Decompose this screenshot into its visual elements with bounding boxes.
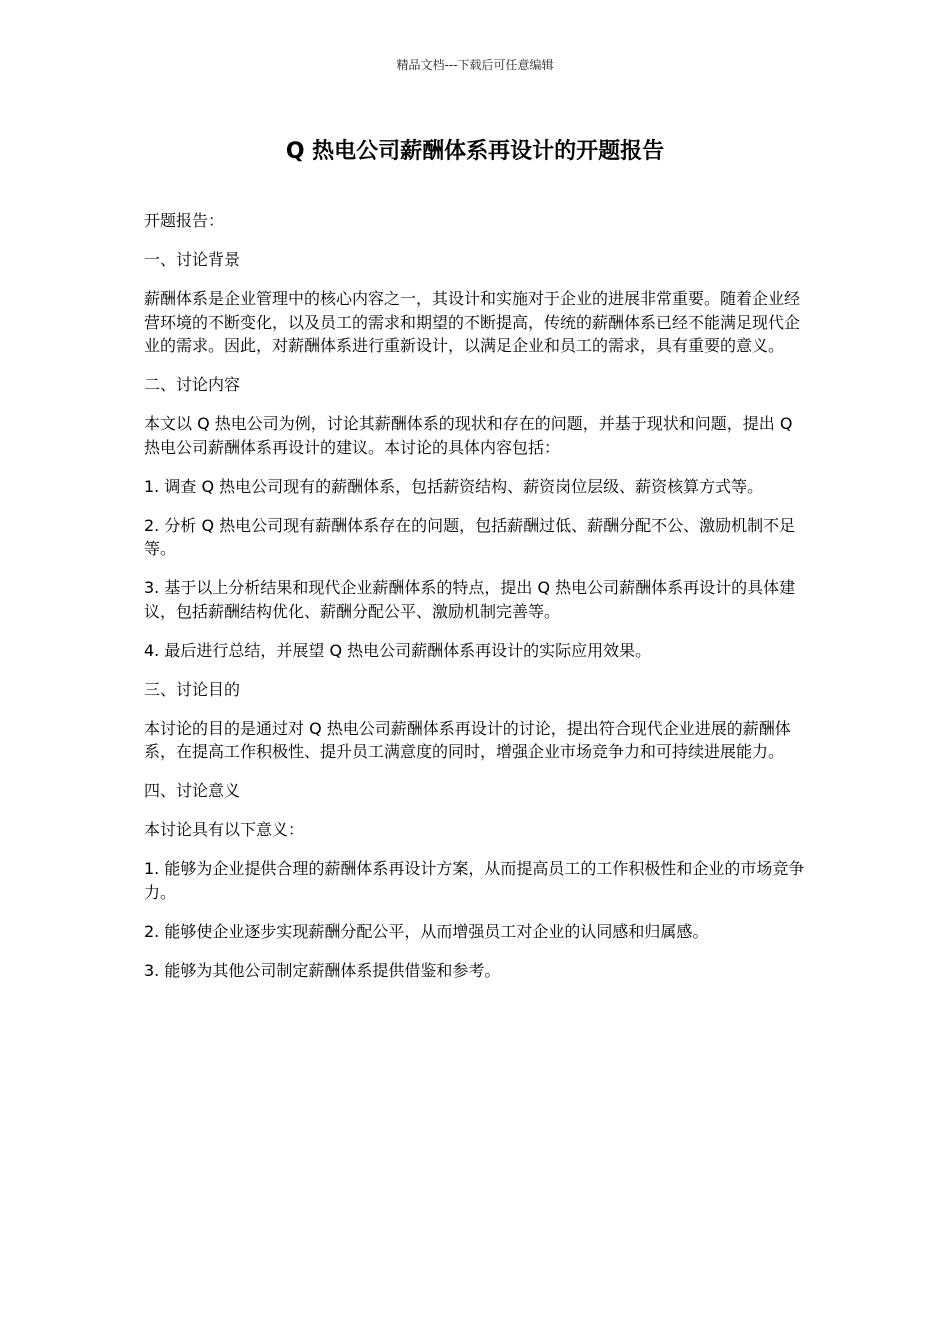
- list-item-content-1: 1. 调查 Q 热电公司现有的薪酬体系，包括薪资结构、薪资岗位层级、薪资核算方式等。: [144, 476, 764, 496]
- list-item-content-2: 2. 分析 Q 热电公司现有薪酬体系存在的问题，包括薪酬过低、薪酬分配不公、激励机制不足等。: [144, 515, 796, 558]
- list-item-content-4: 4. 最后进行总结，并展望 Q 热电公司薪酬体系再设计的实际应用效果。: [144, 640, 652, 660]
- section-heading-content: 二、讨论内容: [144, 375, 241, 394]
- paragraph-significance-intro: 本讨论具有以下意义：: [144, 820, 305, 839]
- section-heading-background: 一、讨论背景: [144, 250, 241, 269]
- section-heading-significance: 四、讨论意义: [144, 781, 241, 800]
- list-item-content-3: 3. 基于以上分析结果和现代企业薪酬体系的特点，提出 Q 热电公司薪酬体系再设计的具体建议，包括薪酬结构优化、薪酬分配公平、激励机制完善等。: [144, 578, 796, 621]
- list-item-significance-3: 3. 能够为其他公司制定薪酬体系提供借鉴和参考。: [144, 960, 501, 980]
- document-title: Q 热电公司薪酬体系再设计的开题报告: [285, 139, 665, 164]
- header-note: 精品文档---下载后可任意编辑: [396, 58, 554, 72]
- section-heading-purpose: 三、讨论目的: [144, 679, 241, 699]
- document-body: [144, 209, 810, 998]
- paragraph-content-intro: 本文以 Q 热电公司为例，讨论其薪酬体系的现状和存在的问题，并基于现状和问题，提出 Q 热电公司薪酬体系再设计的建议。本讨论的具体内容包括：: [144, 414, 793, 457]
- paragraph-purpose: 本讨论的目的是通过对 Q 热电公司薪酬体系再设计的讨论，提出符合现代企业进展的薪酬体系，在提高工作积极性、提升员工满意度的同时，增强企业市场竞争力和可持续进展能力。: [144, 718, 791, 761]
- list-item-significance-2: 2. 能够使企业逐步实现薪酬分配公平，从而增强员工对企业的认同感和归属感。: [144, 921, 709, 941]
- list-item-significance-1: 1. 能够为企业提供合理的薪酬体系再设计方案，从而提高员工的工作积极性和企业的市场竞争力。: [144, 859, 805, 902]
- paragraph-background: 薪酬体系是企业管理中的核心内容之一，其设计和实施对于企业的进展非常重要。随着企业经营环境的不断变化，以及员工的需求和期望的不断提高，传统的薪酬体系已经不能满足现代企业的需求。因此，对薪酬体系进行重新设计，以满足企业和员工的需求，具有重要的意义。: [144, 289, 801, 355]
- paragraph-intro-label: 开题报告：: [144, 211, 225, 230]
